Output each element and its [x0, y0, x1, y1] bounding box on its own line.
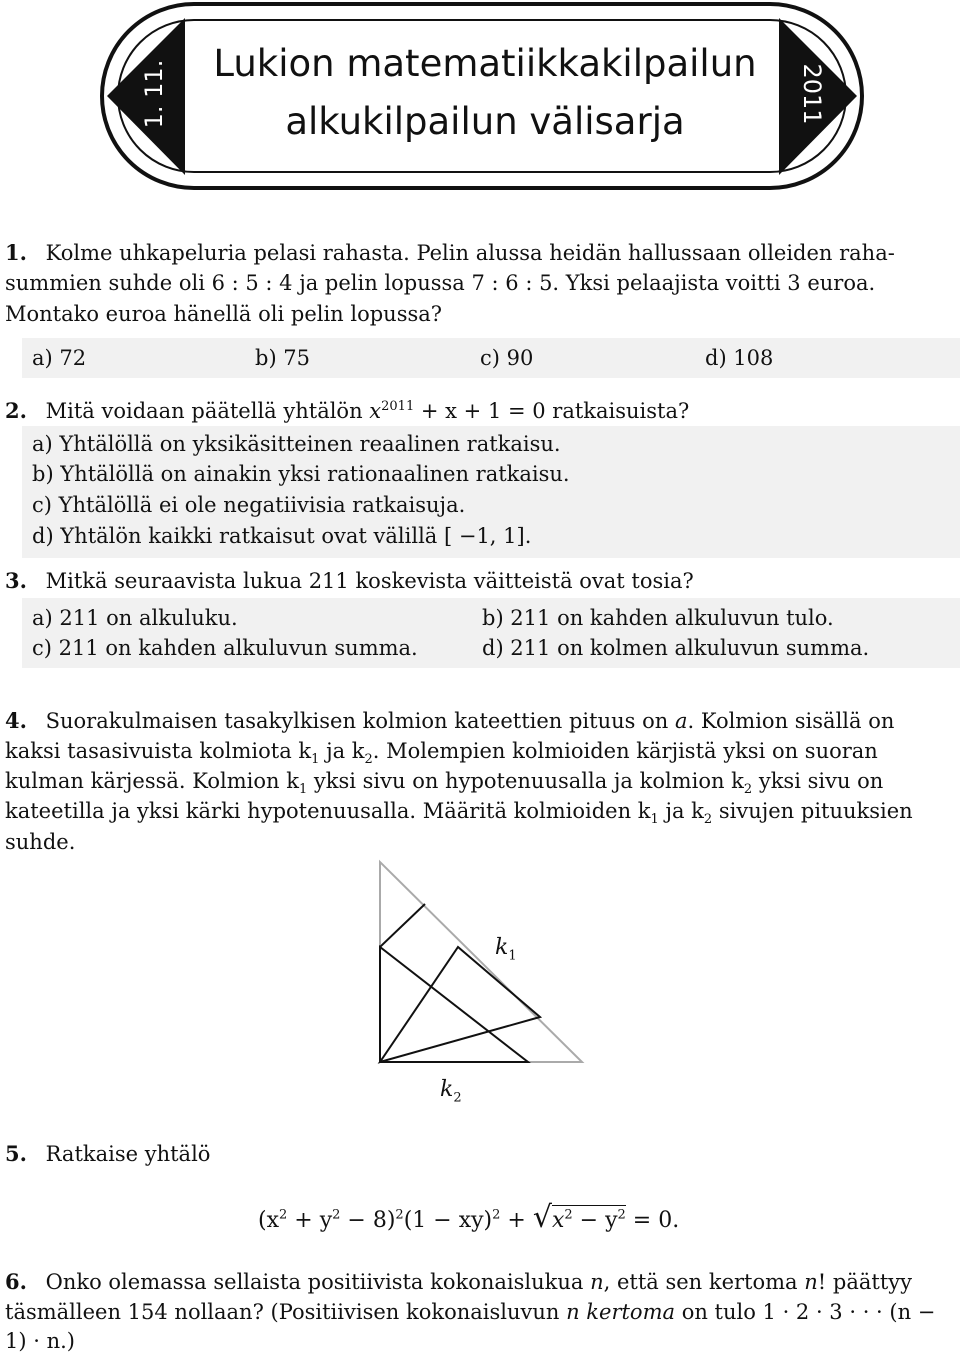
option-c[interactable]: c) Yhtälöllä ei ole negatiivisia ratkaisuja. [32, 493, 466, 517]
equation: $(x^2 + y^2 - 8)^2(1 - xy)^2 + √x^2 - y^2 = 0$. [258, 1200, 680, 1235]
triangle-k1 [380, 947, 540, 1062]
question-text-line: summien suhde oli 6 : 5 : 4 ja pelin lopussa 7 : 6 : 5. Yksi pelaajista voitti 3 euroa. [5, 271, 876, 295]
question-text: täsmälleen 154 nollaan? (Positiivisen kokonaisluvun [5, 1300, 567, 1324]
subscript: 1 [311, 752, 320, 768]
option-d[interactable]: d) 211 on kolmen alkuluvun summa. [482, 636, 870, 660]
question-text: ! päättyy [817, 1270, 912, 1294]
question-number: 2. [5, 398, 27, 423]
option-c[interactable]: c) 211 on kahden alkuluvun summa. [32, 636, 418, 660]
question-text: kulman kärjessä. Kolmion k [5, 769, 299, 793]
question-text: yksi sivu on hypotenuusalla ja kolmion k [307, 769, 744, 793]
question-text: Ratkaise yhtälö [45, 1142, 211, 1166]
subscript: 2 [703, 812, 713, 828]
subscript: 2 [364, 752, 373, 768]
sqrt-symbol: √ [532, 1200, 552, 1235]
math-equation: + x + 1 = 0 [414, 399, 546, 423]
option-a[interactable]: a) Yhtälöllä on yksikäsitteinen reaalinen ratkaisu. [32, 432, 561, 456]
triangle-figure [370, 855, 630, 1075]
banner-date: 1. 11. [140, 59, 168, 129]
subscript: 2 [743, 782, 753, 798]
option-b[interactable]: b) 75 [255, 346, 311, 370]
question-text: Mitkä seuraavista lukua 211 koskevista väitteistä ovat tosia? [45, 569, 694, 593]
question-text: suhde. [5, 830, 76, 854]
math-var-x: x [369, 399, 382, 423]
figure-label-k1: k [495, 935, 509, 960]
math-exponent: 2011 [381, 399, 415, 414]
header-banner [0, 0, 960, 195]
sqrt-content: $x^2 - y^2$ [552, 1205, 626, 1233]
subscript: 2 [453, 1090, 462, 1106]
question-text-line: Montako euroa hänellä oli pelin lopussa? [5, 302, 443, 326]
question-number: 3. [5, 568, 27, 593]
math-var-a: a [674, 709, 688, 733]
triangle-k2 [380, 947, 528, 1062]
question-number: 1. [5, 240, 27, 265]
question-text: ratkaisuista? [545, 399, 690, 423]
question-text: 1) · n.) [5, 1329, 75, 1353]
option-b[interactable]: b) 211 on kahden alkuluvun tulo. [482, 606, 834, 630]
math-var-n: n [566, 1300, 580, 1324]
outer-right-triangle [380, 862, 582, 1062]
question-text-italic: kertoma [579, 1300, 676, 1324]
question-text: Onko olemassa sellaista positiivista kokonaislukua [45, 1270, 591, 1294]
question-text: . Molempien kolmioiden kärjistä yksi on suoran [372, 739, 878, 763]
question-text: on tulo 1 · 2 · 3 · · · (n − [675, 1300, 936, 1324]
figure-label-k2: k [440, 1077, 454, 1102]
math-var-n: n [804, 1270, 818, 1294]
question-text: kateetilla ja yksi kärki hypotenuusalla. Määritä kolmioiden k [5, 799, 651, 823]
question-text-line: Kolme uhkapeluria pelasi rahasta. Pelin alussa heidän hallussaan olleiden raha- [45, 241, 895, 265]
question-text: sivujen pituuksien [712, 799, 913, 823]
banner-year: 2011 [798, 63, 826, 125]
question-number: 5. [5, 1141, 27, 1166]
question-text: ja k [658, 799, 704, 823]
question-text: yksi sivu on [752, 769, 884, 793]
question-text: , että sen kertoma [603, 1270, 805, 1294]
option-d[interactable]: d) Yhtälön kaikki ratkaisut ovat välillä [ −1, 1]. [32, 524, 532, 548]
option-a[interactable]: a) 72 [32, 346, 87, 370]
banner-title-line2: alkukilpailun välisarja [285, 100, 685, 143]
option-b[interactable]: b) Yhtälöllä on ainakin yksi rationaalinen ratkaisu. [32, 462, 570, 486]
question-text: Suorakulmaisen tasakylkisen kolmion kateettien pituus on [45, 709, 675, 733]
option-a[interactable]: a) 211 on alkuluku. [32, 606, 238, 630]
banner-title-line1: Lukion matematiikkakilpailun [213, 42, 757, 85]
subscript: 1 [650, 812, 659, 828]
question-text: Mitä voidaan päätellä yhtälön [45, 399, 370, 423]
question-number: 4. [5, 708, 27, 733]
option-d[interactable]: d) 108 [705, 346, 774, 370]
math-var-n: n [590, 1270, 604, 1294]
question-text: kaksi tasasivuista kolmiota k [5, 739, 312, 763]
question-text: . Kolmion sisällä on [687, 709, 895, 733]
question-number: 6. [5, 1269, 27, 1294]
question-text: ja k [319, 739, 365, 763]
subscript: 1 [298, 782, 308, 798]
option-c[interactable]: c) 90 [480, 346, 534, 370]
subscript: 1 [508, 948, 517, 964]
